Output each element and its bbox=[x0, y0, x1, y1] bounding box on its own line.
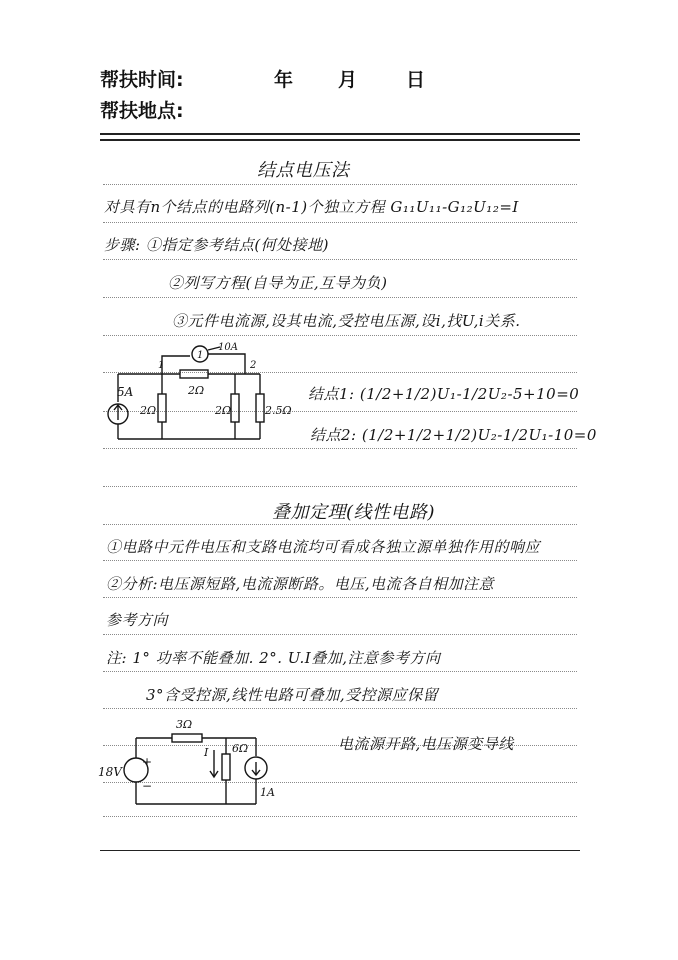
c1-r-mid-top-label: 2Ω bbox=[188, 384, 205, 397]
ruled-line bbox=[103, 597, 577, 598]
header-rule-bottom bbox=[100, 139, 580, 141]
ruled-line bbox=[103, 708, 577, 709]
c2-plus-label: + bbox=[142, 755, 153, 769]
c2-minus-label: − bbox=[142, 779, 153, 793]
c2-current-arrow-label: I bbox=[204, 746, 209, 759]
ruled-line bbox=[103, 297, 577, 298]
node2-equation: 结点2: (1/2+1/2+1/2)U₂-1/2U₁-10=0 bbox=[310, 426, 597, 444]
bottom-rule bbox=[100, 850, 580, 851]
ruled-line bbox=[103, 259, 577, 260]
year-label: 年 bbox=[274, 69, 294, 91]
circuit-diagram-2 bbox=[96, 714, 276, 814]
c1-source-num: 1 bbox=[197, 350, 204, 361]
c2-current-src-label: 1A bbox=[260, 786, 275, 799]
help-time-label: 帮扶时间: bbox=[100, 69, 184, 91]
c2-r-top-label: 3Ω bbox=[176, 718, 193, 731]
c2-r-mid-label: 6Ω bbox=[232, 742, 249, 755]
c1-r-left-label: 2Ω bbox=[140, 404, 157, 417]
day-label: 日 bbox=[406, 69, 426, 91]
ruled-line bbox=[103, 671, 577, 672]
superposition-point-2: ②分析:电压源短路,电流源断路。电压,电流各自相加注意 bbox=[106, 575, 495, 593]
c2-voltage-label: 18V bbox=[98, 765, 122, 779]
ruled-line bbox=[103, 524, 577, 525]
month-label: 月 bbox=[338, 69, 358, 91]
c1-top-source-label: 10A bbox=[218, 342, 238, 353]
note-line: 注: 1° 功率不能叠加. 2°. U.I叠加,注意参考方向 bbox=[106, 649, 441, 667]
circuit-diagram-1 bbox=[100, 344, 300, 444]
note-3-line: 3°含受控源,线性电路可叠加,受控源应保留 bbox=[146, 686, 439, 704]
superposition-point-1: ①电路中元件电压和支路电流均可看成各独立源单独作用的响应 bbox=[106, 538, 541, 556]
ruled-line bbox=[103, 222, 577, 223]
section1-title: 结点电压法 bbox=[257, 160, 350, 181]
ruled-line bbox=[103, 560, 577, 561]
ruled-line bbox=[103, 335, 577, 336]
note-right-text: 电流源开路,电压源变导线 bbox=[338, 735, 514, 753]
ruled-line bbox=[103, 816, 577, 817]
node-method-description: 对具有n个结点的电路列(n-1)个独立方程 G₁₁U₁₁-G₁₂U₁₂=I bbox=[104, 198, 519, 216]
ruled-line bbox=[103, 486, 577, 487]
section2-title: 叠加定理(线性电路) bbox=[272, 502, 436, 523]
header-rule-top bbox=[100, 133, 580, 135]
c1-r-mid-label: 2Ω bbox=[215, 404, 232, 417]
help-place-label: 帮扶地点: bbox=[100, 100, 184, 122]
step3-line: ③元件电流源,设其电流,受控电压源,设i,找U,i关系. bbox=[172, 312, 521, 330]
ruled-line bbox=[103, 184, 577, 185]
ruled-line bbox=[103, 448, 577, 449]
superposition-point-2-cont: 参考方向 bbox=[106, 611, 169, 629]
c1-node2-label: 2 bbox=[250, 360, 257, 371]
node1-equation: 结点1: (1/2+1/2)U₁-1/2U₂-5+10=0 bbox=[308, 385, 580, 403]
step2-line: ②列写方程(自导为正,互导为负) bbox=[168, 274, 388, 292]
c1-source-label: 5A bbox=[117, 385, 134, 399]
steps-line: 步骤: ①指定参考结点(何处接地) bbox=[104, 236, 330, 254]
ruled-line bbox=[103, 634, 577, 635]
c1-r-right-label: 2.5Ω bbox=[265, 404, 292, 417]
c1-node1-label: 1 bbox=[158, 360, 165, 371]
